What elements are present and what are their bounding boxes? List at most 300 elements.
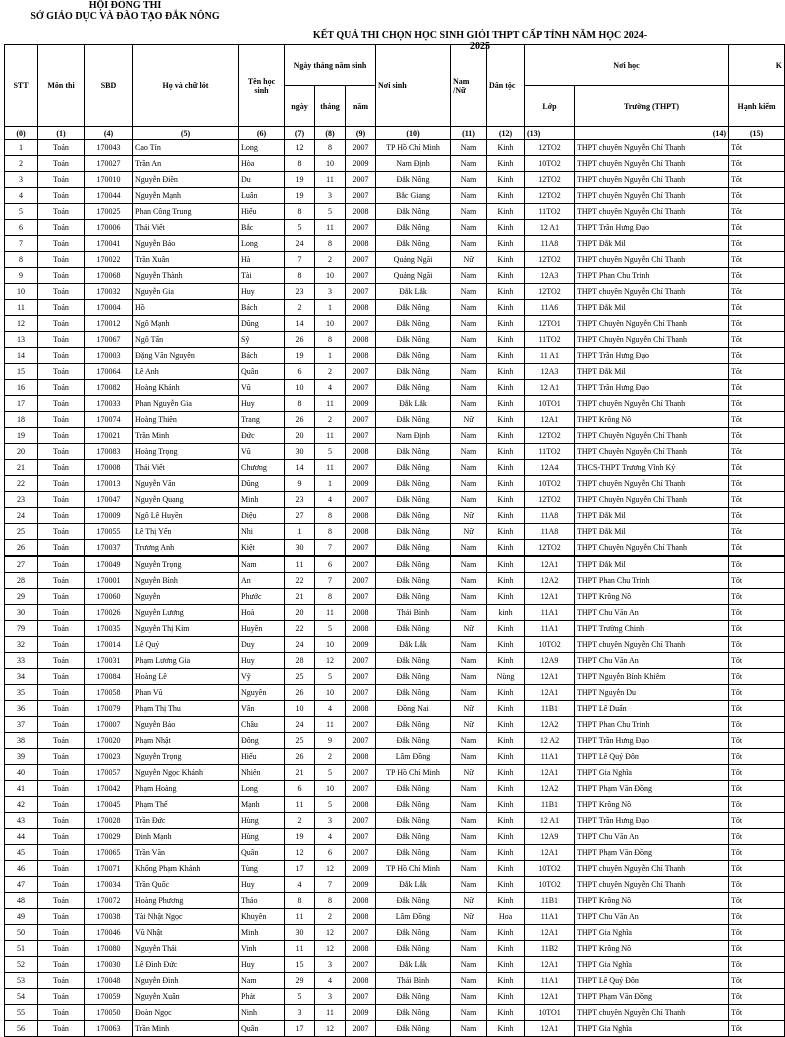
- cell-stt: 53: [5, 973, 38, 989]
- col-school-group: Nơi học: [525, 45, 729, 86]
- col-number: (1): [38, 127, 85, 140]
- cell-class: 12 A1: [525, 380, 575, 396]
- cell-given-name: Hiếu: [239, 749, 285, 765]
- cell-year: 2008: [346, 236, 376, 252]
- cell-conduct: Tốt: [729, 300, 785, 316]
- table-row: [5, 332, 785, 348]
- cell-class: 12TO2: [525, 492, 575, 508]
- cell-class: 12TO2: [525, 428, 575, 444]
- cell-gender: Nam: [451, 316, 487, 332]
- cell-stt: 6: [5, 220, 38, 236]
- cell-stt: 21: [5, 460, 38, 476]
- cell-month: 2: [315, 749, 346, 765]
- table-row: [5, 909, 785, 925]
- cell-stt: 41: [5, 781, 38, 797]
- cell-surname: Nguyễn Xuân: [133, 989, 239, 1005]
- cell-surname: Nguyễn Ngọc Khánh: [133, 765, 239, 781]
- cell-year: 2009: [346, 1005, 376, 1021]
- cell-given-name: Nam: [239, 973, 285, 989]
- table-row: [5, 524, 785, 540]
- cell-month: 5: [315, 765, 346, 781]
- table-row: [5, 316, 785, 332]
- table-row: [5, 589, 785, 605]
- cell-birthplace: Đắk Lắk: [376, 957, 451, 973]
- cell-stt: 36: [5, 701, 38, 717]
- cell-school: THPT Chu Văn An: [575, 909, 729, 925]
- cell-stt: 54: [5, 989, 38, 1005]
- cell-year: 2008: [346, 204, 376, 220]
- cell-day: 2: [285, 300, 315, 316]
- table-row: [5, 284, 785, 300]
- cell-month: 10: [315, 685, 346, 701]
- cell-sbd: 170068: [85, 268, 133, 284]
- cell-day: 26: [285, 749, 315, 765]
- cell-month: 10: [315, 268, 346, 284]
- cell-class: 11A6: [525, 300, 575, 316]
- cell-month: 1: [315, 348, 346, 364]
- cell-conduct: Tốt: [729, 252, 785, 268]
- cell-ethnicity: Kinh: [487, 508, 525, 524]
- cell-stt: 12: [5, 316, 38, 332]
- cell-gender: Nữ: [451, 412, 487, 428]
- cell-subject: Toán: [38, 653, 85, 669]
- cell-birthplace: Đắk Nông: [376, 540, 451, 557]
- cell-ethnicity: Kinh: [487, 733, 525, 749]
- cell-surname: Ngô Tấn: [133, 332, 239, 348]
- cell-year: 2007: [346, 284, 376, 300]
- cell-given-name: Nam: [239, 556, 285, 573]
- cell-day: 3: [285, 1005, 315, 1021]
- cell-ethnicity: Kinh: [487, 925, 525, 941]
- cell-birthplace: Đắk Lắk: [376, 284, 451, 300]
- col-number: (0): [5, 127, 38, 140]
- cell-stt: 79: [5, 621, 38, 637]
- cell-sbd: 170082: [85, 380, 133, 396]
- cell-subject: Toán: [38, 733, 85, 749]
- table-row: [5, 893, 785, 909]
- cell-stt: 15: [5, 364, 38, 380]
- cell-year: 2007: [346, 316, 376, 332]
- cell-month: 8: [315, 589, 346, 605]
- cell-surname: Hoàng Phương: [133, 893, 239, 909]
- cell-year: 2007: [346, 428, 376, 444]
- cell-given-name: Vũ: [239, 444, 285, 460]
- cell-gender: Nam: [451, 380, 487, 396]
- cell-subject: Toán: [38, 845, 85, 861]
- cell-day: 12: [285, 845, 315, 861]
- cell-school: THPT Krông Nô: [575, 941, 729, 957]
- cell-gender: Nam: [451, 332, 487, 348]
- cell-school: THPT Gia Nghĩa: [575, 957, 729, 973]
- cell-gender: Nam: [451, 1005, 487, 1021]
- cell-stt: 39: [5, 749, 38, 765]
- cell-year: 2008: [346, 941, 376, 957]
- cell-birthplace: Đắk Nông: [376, 444, 451, 460]
- cell-sbd: 170003: [85, 348, 133, 364]
- cell-given-name: Nhi: [239, 524, 285, 540]
- cell-day: 14: [285, 460, 315, 476]
- cell-conduct: Tốt: [729, 989, 785, 1005]
- cell-gender: Nữ: [451, 765, 487, 781]
- cell-stt: 44: [5, 829, 38, 845]
- cell-stt: 1: [5, 140, 38, 156]
- cell-year: 2007: [346, 460, 376, 476]
- cell-school: THPT chuyên Nguyễn Chí Thanh: [575, 156, 729, 172]
- cell-sbd: 170064: [85, 364, 133, 380]
- cell-stt: 5: [5, 204, 38, 220]
- council-title: HỘI ĐỒNG THI: [88, 0, 162, 11]
- cell-month: 10: [315, 637, 346, 653]
- cell-subject: Toán: [38, 156, 85, 172]
- cell-year: 2008: [346, 332, 376, 348]
- cell-school: THPT Chuyên Nguyễn Chí Thanh: [575, 492, 729, 508]
- cell-class: 11TO2: [525, 444, 575, 460]
- cell-stt: 38: [5, 733, 38, 749]
- cell-given-name: Long: [239, 781, 285, 797]
- cell-conduct: Tốt: [729, 364, 785, 380]
- cell-gender: Nam: [451, 957, 487, 973]
- col-number: (15): [729, 127, 785, 140]
- cell-class: 11 A1: [525, 348, 575, 364]
- cell-birthplace: Đắk Nông: [376, 492, 451, 508]
- cell-year: 2007: [346, 685, 376, 701]
- cell-school: THPT Nguyễn Bỉnh Khiêm: [575, 669, 729, 685]
- cell-school: THPT Krông Nô: [575, 589, 729, 605]
- cell-subject: Toán: [38, 749, 85, 765]
- cell-stt: 55: [5, 1005, 38, 1021]
- cell-surname: Lê Thị Yến: [133, 524, 239, 540]
- cell-day: 30: [285, 540, 315, 557]
- cell-conduct: Tốt: [729, 573, 785, 589]
- cell-day: 9: [285, 476, 315, 492]
- cell-given-name: Tài: [239, 268, 285, 284]
- cell-day: 24: [285, 236, 315, 252]
- cell-month: 11: [315, 1005, 346, 1021]
- table-row: [5, 380, 785, 396]
- cell-ethnicity: Kinh: [487, 877, 525, 893]
- col-number: (5): [133, 127, 239, 140]
- cell-year: 2008: [346, 749, 376, 765]
- cell-ethnicity: Kinh: [487, 717, 525, 733]
- cell-day: 4: [285, 877, 315, 893]
- cell-class: 12A1: [525, 1021, 575, 1037]
- cell-year: 2007: [346, 188, 376, 204]
- cell-stt: 7: [5, 236, 38, 252]
- cell-stt: 49: [5, 909, 38, 925]
- cell-class: 11A1: [525, 605, 575, 621]
- cell-month: 1: [315, 300, 346, 316]
- cell-surname: Phan Vũ: [133, 685, 239, 701]
- cell-class: 12A1: [525, 685, 575, 701]
- table-row: [5, 460, 785, 476]
- cell-stt: 25: [5, 524, 38, 540]
- cell-school: THPT chuyên Nguyễn Chí Thanh: [575, 476, 729, 492]
- cell-ethnicity: Kinh: [487, 1005, 525, 1021]
- cell-given-name: Minh: [239, 925, 285, 941]
- cell-stt: 33: [5, 653, 38, 669]
- cell-conduct: Tốt: [729, 412, 785, 428]
- cell-conduct: Tốt: [729, 797, 785, 813]
- cell-school: THPT chuyên Nguyễn Chí Thanh: [575, 1005, 729, 1021]
- cell-ethnicity: Kinh: [487, 428, 525, 444]
- cell-gender: Nam: [451, 797, 487, 813]
- cell-school: THPT chuyên Nguyễn Chí Thanh: [575, 140, 729, 156]
- table-row: [5, 156, 785, 172]
- cell-day: 24: [285, 637, 315, 653]
- col-birthdate: Ngày tháng năm sinh: [285, 45, 376, 86]
- cell-year: 2007: [346, 268, 376, 284]
- cell-year: 2008: [346, 444, 376, 460]
- cell-day: 8: [285, 893, 315, 909]
- cell-surname: Trần Xuân: [133, 252, 239, 268]
- cell-surname: Nguyễn Đình: [133, 973, 239, 989]
- cell-school: THPT Phạm Văn Đồng: [575, 989, 729, 1005]
- cell-given-name: Diệu: [239, 508, 285, 524]
- cell-gender: Nam: [451, 925, 487, 941]
- cell-month: 5: [315, 204, 346, 220]
- cell-class: 12TO2: [525, 140, 575, 156]
- cell-day: 25: [285, 733, 315, 749]
- cell-subject: Toán: [38, 717, 85, 733]
- cell-school: THPT Krông Nô: [575, 412, 729, 428]
- table-row: [5, 236, 785, 252]
- cell-sbd: 170034: [85, 877, 133, 893]
- cell-gender: Nam: [451, 348, 487, 364]
- table-row: [5, 957, 785, 973]
- cell-birthplace: Đắk Nông: [376, 172, 451, 188]
- cell-ethnicity: Kinh: [487, 348, 525, 364]
- cell-sbd: 170030: [85, 957, 133, 973]
- cell-given-name: Luân: [239, 188, 285, 204]
- cell-school: THPT Chuyên Nguyễn Chí Thanh: [575, 428, 729, 444]
- cell-subject: Toán: [38, 460, 85, 476]
- cell-month: 2: [315, 909, 346, 925]
- cell-stt: 37: [5, 717, 38, 733]
- cell-stt: 11: [5, 300, 38, 316]
- cell-surname: Phạm Thị Thu: [133, 701, 239, 717]
- page-title: KẾT QUẢ THI CHỌN HỌC SINH GIỎI THPT CẤP TỈNH NĂM HỌC 2024-2025: [312, 30, 648, 52]
- cell-month: 10: [315, 316, 346, 332]
- cell-month: 4: [315, 973, 346, 989]
- cell-gender: Nam: [451, 364, 487, 380]
- cell-sbd: 170048: [85, 973, 133, 989]
- cell-gender: Nam: [451, 941, 487, 957]
- cell-gender: Nam: [451, 605, 487, 621]
- cell-school: THPT chuyên Nguyễn Chí Thanh: [575, 861, 729, 877]
- cell-birthplace: Đắk Nông: [376, 412, 451, 428]
- cell-class: 12A3: [525, 268, 575, 284]
- table-row: [5, 556, 785, 573]
- cell-gender: Nam: [451, 172, 487, 188]
- cell-year: 2008: [346, 797, 376, 813]
- cell-birthplace: Đắk Nông: [376, 733, 451, 749]
- table-row: [5, 508, 785, 524]
- table-row: [5, 973, 785, 989]
- cell-ethnicity: Kinh: [487, 396, 525, 412]
- cell-stt: 51: [5, 941, 38, 957]
- cell-surname: Đoàn Ngọc: [133, 1005, 239, 1021]
- cell-sbd: 170050: [85, 1005, 133, 1021]
- cell-year: 2007: [346, 733, 376, 749]
- cell-birthplace: Lâm Đồng: [376, 749, 451, 765]
- cell-school: THPT chuyên Nguyễn Chí Thanh: [575, 396, 729, 412]
- cell-surname: Cao Tín: [133, 140, 239, 156]
- cell-sbd: 170060: [85, 589, 133, 605]
- cell-day: 26: [285, 685, 315, 701]
- table-row: [5, 733, 785, 749]
- cell-conduct: Tốt: [729, 973, 785, 989]
- cell-stt: 50: [5, 925, 38, 941]
- cell-given-name: Châu: [239, 717, 285, 733]
- col-number: (13): [525, 127, 575, 140]
- cell-year: 2007: [346, 925, 376, 941]
- cell-school: THPT Chuyên Nguyễn Chí Thanh: [575, 316, 729, 332]
- cell-subject: Toán: [38, 765, 85, 781]
- cell-sbd: 170042: [85, 781, 133, 797]
- cell-subject: Toán: [38, 476, 85, 492]
- cell-class: 12A1: [525, 925, 575, 941]
- cell-year: 2007: [346, 589, 376, 605]
- cell-surname: Nguyễn Trọng: [133, 749, 239, 765]
- cell-class: 10TO2: [525, 476, 575, 492]
- cell-ethnicity: Kinh: [487, 156, 525, 172]
- cell-school: THPT chuyên Nguyễn Chí Thanh: [575, 188, 729, 204]
- cell-birthplace: Đắk Nông: [376, 621, 451, 637]
- cell-ethnicity: Kinh: [487, 957, 525, 973]
- cell-conduct: Tốt: [729, 1021, 785, 1037]
- cell-sbd: 170013: [85, 476, 133, 492]
- cell-year: 2007: [346, 765, 376, 781]
- cell-conduct: Tốt: [729, 332, 785, 348]
- cell-surname: Trần Minh: [133, 1021, 239, 1037]
- cell-given-name: Thảo: [239, 893, 285, 909]
- table-row: [5, 669, 785, 685]
- cell-year: 2007: [346, 380, 376, 396]
- cell-year: 2009: [346, 861, 376, 877]
- cell-school: THPT Trần Hưng Đạo: [575, 348, 729, 364]
- cell-gender: Nam: [451, 637, 487, 653]
- cell-sbd: 170027: [85, 156, 133, 172]
- cell-year: 2007: [346, 653, 376, 669]
- cell-ethnicity: Kinh: [487, 316, 525, 332]
- cell-sbd: 170020: [85, 733, 133, 749]
- cell-given-name: Huy: [239, 396, 285, 412]
- cell-surname: Khổng Phạm Khánh: [133, 861, 239, 877]
- cell-month: 6: [315, 556, 346, 573]
- cell-sbd: 170067: [85, 332, 133, 348]
- cell-school: THPT chuyên Nguyễn Chí Thanh: [575, 252, 729, 268]
- cell-sbd: 170065: [85, 845, 133, 861]
- cell-day: 26: [285, 332, 315, 348]
- cell-sbd: 170084: [85, 669, 133, 685]
- cell-sbd: 170028: [85, 813, 133, 829]
- table-row: [5, 476, 785, 492]
- cell-gender: Nam: [451, 140, 487, 156]
- cell-stt: 19: [5, 428, 38, 444]
- cell-subject: Toán: [38, 492, 85, 508]
- cell-surname: Trần Đức: [133, 813, 239, 829]
- cell-given-name: Nhiên: [239, 765, 285, 781]
- col-birthplace: Nơi sinh: [376, 45, 451, 127]
- cell-surname: Nguyễn Thành: [133, 268, 239, 284]
- table-row: [5, 348, 785, 364]
- cell-day: 19: [285, 348, 315, 364]
- col-surname: Họ và chữ lót: [133, 45, 239, 127]
- col-given-name: Tên học sinh: [239, 45, 285, 127]
- table-row: [5, 172, 785, 188]
- cell-stt: 16: [5, 380, 38, 396]
- cell-class: 12TO2: [525, 284, 575, 300]
- cell-conduct: Tốt: [729, 733, 785, 749]
- cell-birthplace: Đắk Nông: [376, 556, 451, 573]
- cell-year: 2007: [346, 957, 376, 973]
- cell-surname: Hoàng Trọng: [133, 444, 239, 460]
- table-row: [5, 877, 785, 893]
- table-row: [5, 941, 785, 957]
- cell-gender: Nữ: [451, 252, 487, 268]
- cell-conduct: Tốt: [729, 893, 785, 909]
- table-row: [5, 845, 785, 861]
- table-row: [5, 412, 785, 428]
- cell-subject: Toán: [38, 396, 85, 412]
- cell-conduct: Tốt: [729, 396, 785, 412]
- cell-given-name: Hiếu: [239, 204, 285, 220]
- cell-gender: Nam: [451, 733, 487, 749]
- cell-given-name: Dũng: [239, 316, 285, 332]
- cell-subject: Toán: [38, 300, 85, 316]
- col-day: ngày: [285, 86, 315, 127]
- table-row: [5, 717, 785, 733]
- cell-day: 19: [285, 829, 315, 845]
- cell-sbd: 170012: [85, 316, 133, 332]
- cell-day: 8: [285, 156, 315, 172]
- cell-subject: Toán: [38, 781, 85, 797]
- cell-school: THPT Chuyên Nguyễn Chí Thanh: [575, 332, 729, 348]
- cell-gender: Nam: [451, 156, 487, 172]
- cell-day: 19: [285, 188, 315, 204]
- cell-subject: Toán: [38, 829, 85, 845]
- cell-year: 2007: [346, 492, 376, 508]
- cell-month: 3: [315, 989, 346, 1005]
- col-number: (4): [85, 127, 133, 140]
- cell-birthplace: Đắk Nông: [376, 653, 451, 669]
- cell-class: 10TO2: [525, 861, 575, 877]
- cell-conduct: Tốt: [729, 1005, 785, 1021]
- cell-surname: Phan Công Trung: [133, 204, 239, 220]
- table-row: [5, 701, 785, 717]
- table-row: [5, 1005, 785, 1021]
- cell-birthplace: Đắk Nông: [376, 316, 451, 332]
- cell-subject: Toán: [38, 701, 85, 717]
- cell-birthplace: Đắk Nông: [376, 1005, 451, 1021]
- cell-ethnicity: Kinh: [487, 861, 525, 877]
- col-number: (12): [487, 127, 525, 140]
- cell-given-name: Vân: [239, 701, 285, 717]
- cell-year: 2008: [346, 605, 376, 621]
- table-row: [5, 781, 785, 797]
- cell-stt: 4: [5, 188, 38, 204]
- cell-conduct: Tốt: [729, 717, 785, 733]
- cell-conduct: Tốt: [729, 829, 785, 845]
- cell-subject: Toán: [38, 284, 85, 300]
- cell-birthplace: Đắk Nông: [376, 348, 451, 364]
- cell-day: 23: [285, 492, 315, 508]
- table-row: [5, 637, 785, 653]
- cell-conduct: Tốt: [729, 524, 785, 540]
- cell-given-name: Vũ: [239, 380, 285, 396]
- cell-ethnicity: Kinh: [487, 701, 525, 717]
- cell-stt: 52: [5, 957, 38, 973]
